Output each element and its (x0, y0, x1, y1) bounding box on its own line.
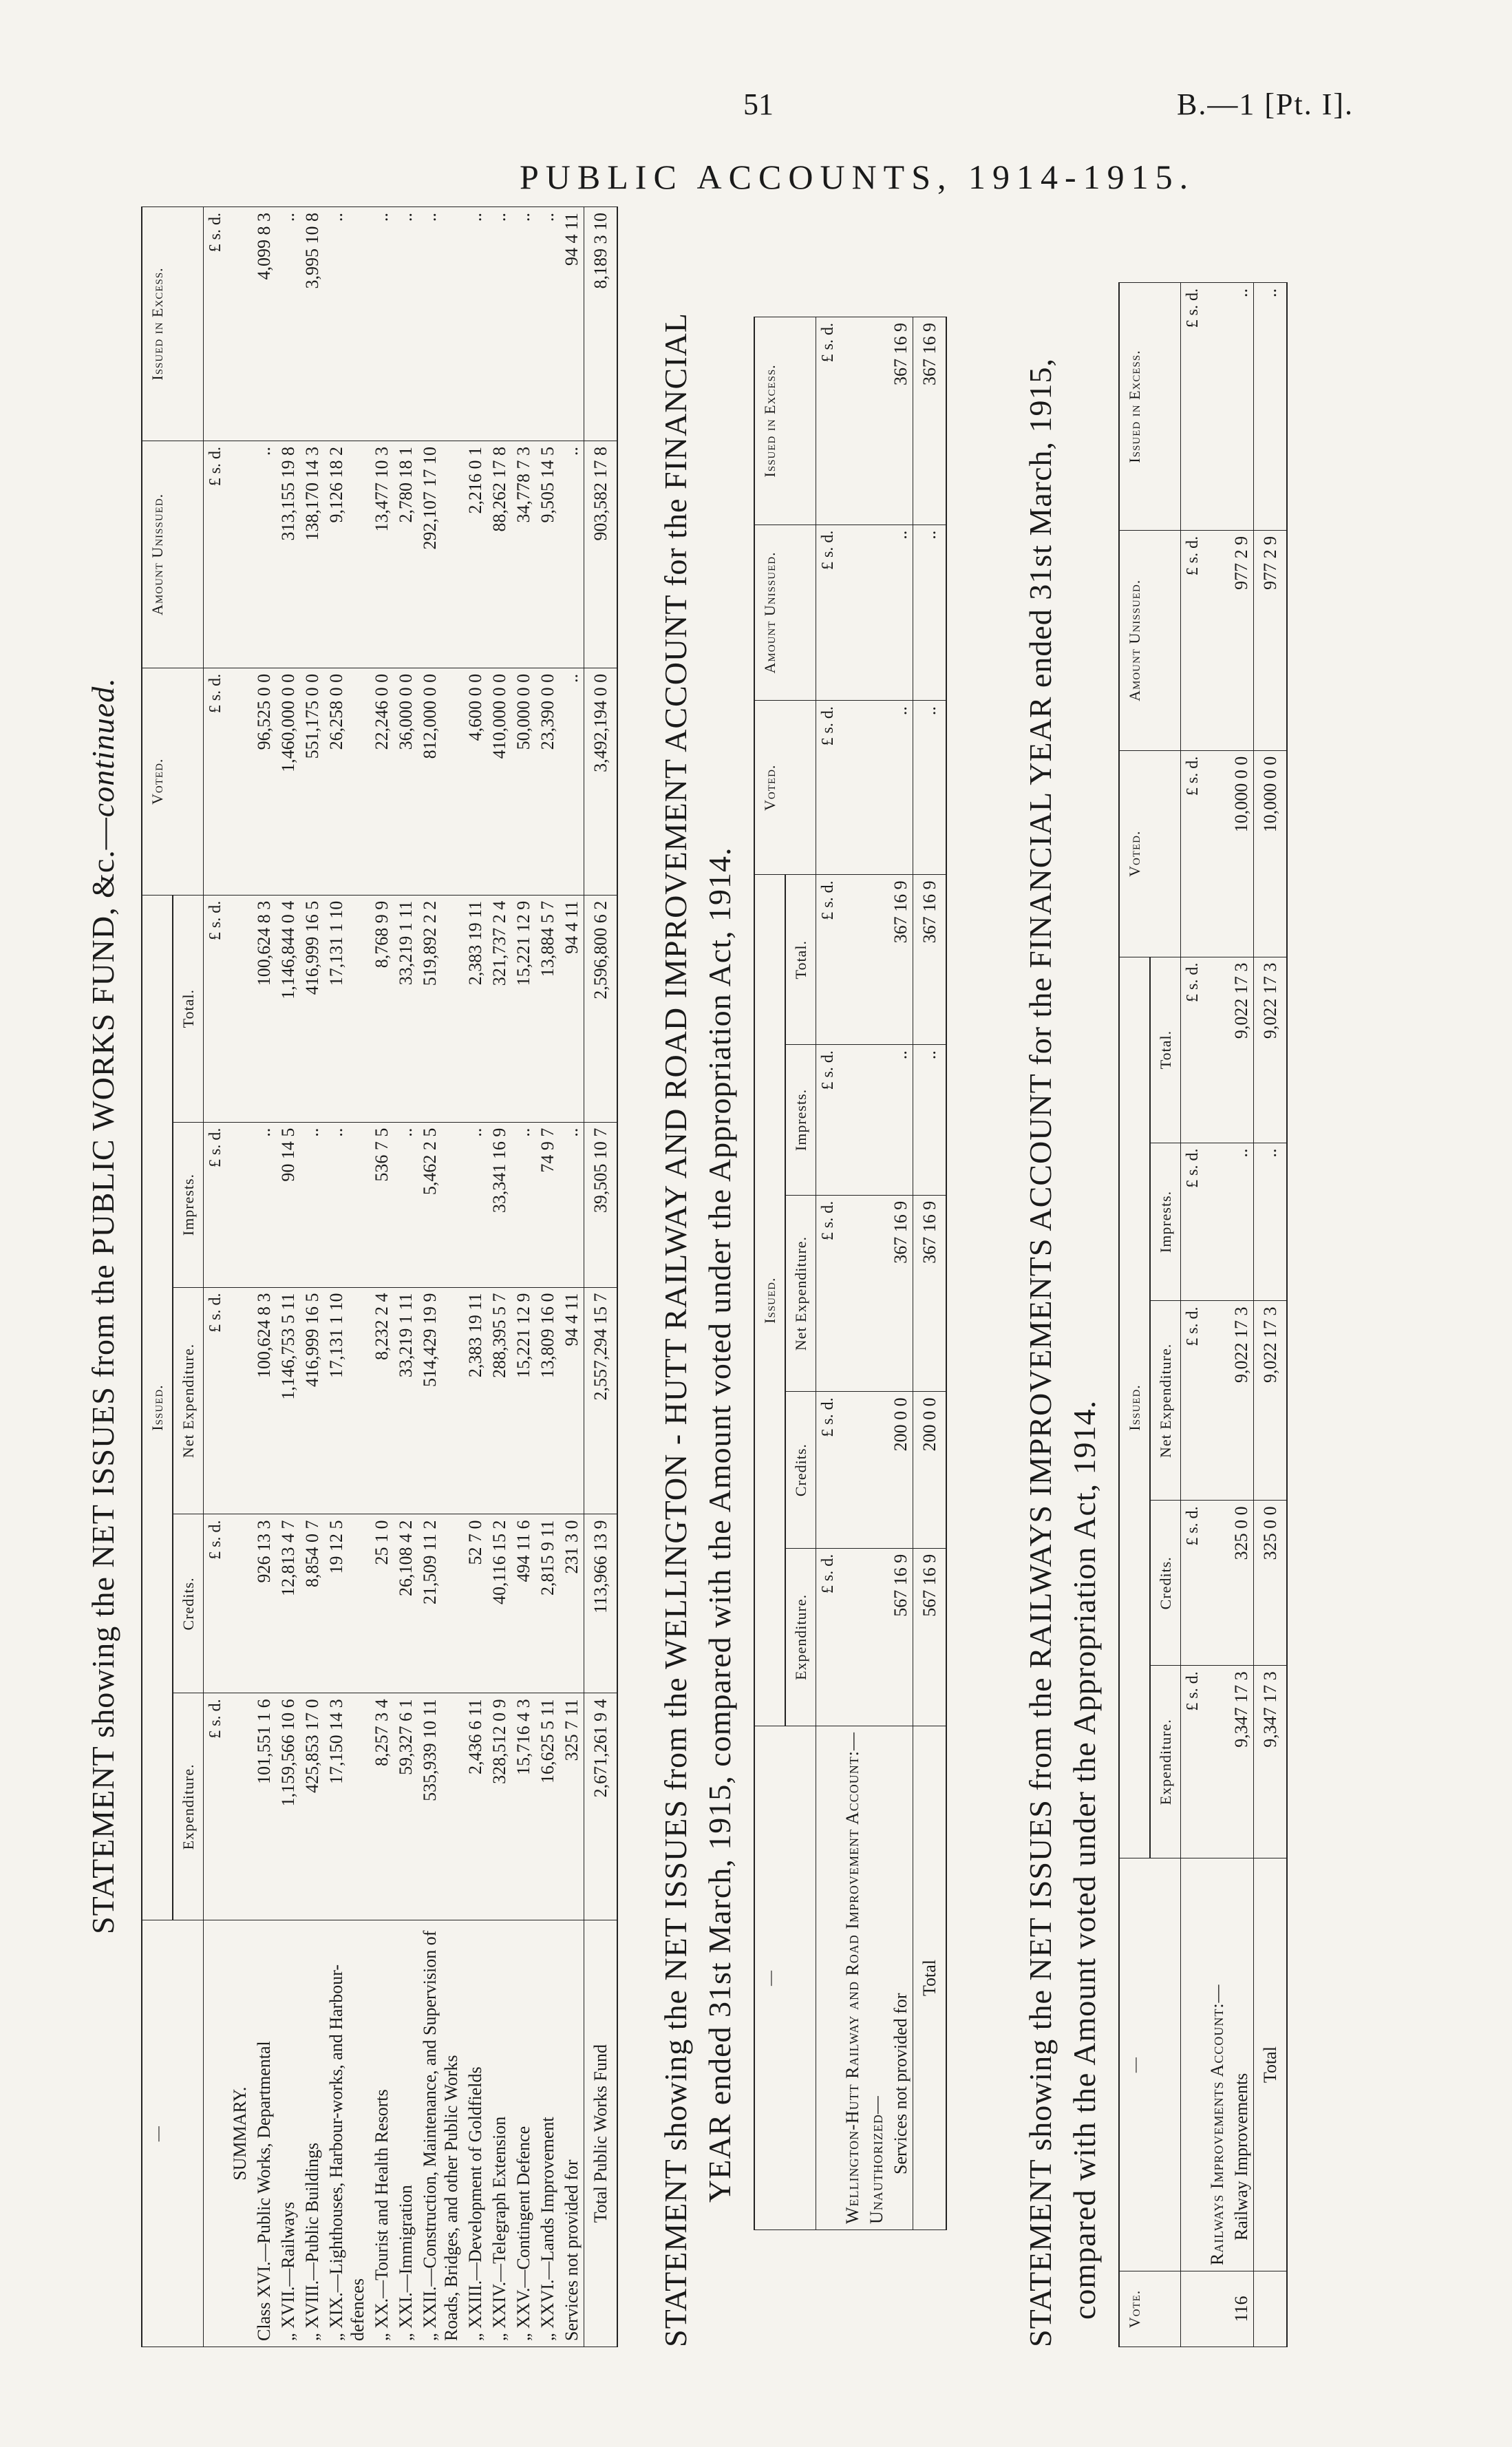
page-title: PUBLIC ACCOUNTS, 1914-1915. (520, 158, 1195, 196)
total-imprests-cell: .. (1254, 1143, 1288, 1301)
unit-cell: £ s. d. (1181, 1301, 1206, 1501)
excess-cell: 94 4 11 (560, 207, 584, 441)
row-label: Services not provided for (560, 1920, 584, 2347)
imprests-cell: .. (324, 1122, 370, 1287)
expenditure-column-header: Expenditure. (785, 1548, 816, 1726)
unit-cell: £ s. d. (1181, 1143, 1206, 1301)
imprests-cell: .. (394, 1122, 418, 1287)
expenditure-column-header: Expenditure. (173, 1693, 204, 1920)
unit-cell: £ s. d. (1181, 283, 1206, 531)
excess-cell: 4,099 8 3 (252, 207, 276, 441)
units-row (816, 317, 841, 2230)
expenditure-cell: 16,625 5 11 (535, 1693, 560, 1920)
table-row (1229, 283, 1254, 2347)
total-column-header: Total. (173, 895, 204, 1122)
net-cell: 100,624 8 3 (252, 1287, 276, 1514)
unit-cell: £ s. d. (1181, 1501, 1206, 1666)
table-row (276, 207, 300, 2347)
total-credits-cell: 113,966 13 9 (584, 1514, 618, 1693)
vote-number (1254, 2271, 1288, 2347)
excess-cell: 367 16 9 (888, 317, 913, 525)
amount-unissued-column-header: Amount Unissued. (754, 525, 816, 700)
voted-cell: 4,600 0 0 (463, 668, 487, 895)
unit-cell: £ s. d. (816, 1045, 841, 1196)
total-cell: 94 4 11 (560, 895, 584, 1122)
net-cell: 416,999 16 5 (300, 1287, 324, 1514)
row-label: „ XXIV.—Telegraph Extension (487, 1920, 511, 2347)
imprests-column-header: Imprests. (173, 1122, 204, 1287)
table-row (324, 207, 370, 2347)
total-unissued-cell: 903,582 17 8 (584, 441, 618, 668)
label-column-header: — (1119, 1858, 1181, 2271)
account-label: Wellington-Hutt Railway and Road Improvement Account:— (840, 1726, 864, 2229)
unit-cell: £ s. d. (1181, 1666, 1206, 1858)
table-row (394, 207, 418, 2347)
total-credits-cell: 200 0 0 (913, 1392, 947, 1548)
issued-in-excess-column-header: Issued in Excess. (142, 207, 204, 441)
total-expenditure-cell: 2,671,261 9 4 (584, 1693, 618, 1920)
imprests-cell: 74 9 7 (535, 1122, 560, 1287)
credits-cell: 26,108 4 2 (394, 1514, 418, 1693)
unit-cell: £ s. d. (1181, 530, 1206, 750)
unit-cell: £ s. d. (204, 668, 228, 895)
total-cell: 367 16 9 (888, 875, 913, 1045)
wellington-hutt-account-table (754, 317, 947, 2230)
unissued-cell: 88,262 17 8 (487, 441, 511, 668)
unit-cell: £ s. d. (204, 1693, 228, 1920)
net-cell: 2,383 19 11 (463, 1287, 487, 1514)
total-unissued-cell: 977 2 9 (1254, 530, 1288, 750)
unit-cell: £ s. d. (1181, 750, 1206, 957)
total-excess-cell: 8,189 3 10 (584, 207, 618, 441)
unit-cell: £ s. d. (204, 207, 228, 441)
unit-cell: £ s. d. (816, 875, 841, 1045)
voted-cell: 96,525 0 0 (252, 668, 276, 895)
credits-cell: 926 13 3 (252, 1514, 276, 1693)
row-label: „ XXII.—Construction, Maintenance, and Supervision of Roads, Bridges, and other Public Works (418, 1920, 463, 2347)
total-credits-cell: 325 0 0 (1254, 1501, 1288, 1666)
total-net-cell: 9,022 17 3 (1254, 1301, 1288, 1501)
voted-column-header: Voted. (754, 701, 816, 875)
unit-cell: £ s. d. (816, 1392, 841, 1548)
credits-cell: 40,116 15 2 (487, 1514, 511, 1693)
total-excess-cell: .. (1254, 283, 1288, 531)
total-expenditure-cell: 567 16 9 (913, 1548, 947, 1726)
unissued-cell: 977 2 9 (1229, 530, 1254, 750)
total-cell: 15,221 12 9 (511, 895, 535, 1122)
table-row (888, 317, 913, 2230)
total-cell: 100,624 8 3 (252, 895, 276, 1122)
public-works-fund-table (141, 206, 618, 2347)
unissued-cell: 2,780 18 1 (394, 441, 418, 668)
row-label: Class XVI.—Public Works, Departmental (252, 1920, 276, 2347)
vote-number: 116 (1229, 2271, 1254, 2347)
total-voted-cell: 10,000 0 0 (1254, 750, 1288, 957)
row-label: „ XXIII.—Development of Goldfields (463, 1920, 487, 2347)
issued-group-header: Issued. (754, 875, 785, 1726)
total-unissued-cell: .. (913, 525, 947, 700)
row-label: „ XXVI.—Lands Improvement (535, 1920, 560, 2347)
amount-unissued-column-header: Amount Unissued. (1119, 530, 1181, 750)
statement2-heading: STATEMENT showing the NET ISSUES from the WELLINGTON - HUTT RAILWAY AND ROAD IMPROVEMENT ACCOUNT for the FINANCIAL YEAR ended 31st March, 1915, compared with the Amount voted under the Appropriation Act, 1914. (658, 313, 737, 2347)
unit-cell: £ s. d. (204, 1122, 228, 1287)
credits-column-header: Credits. (1150, 1501, 1181, 1666)
credits-cell: 52 7 0 (463, 1514, 487, 1693)
expenditure-cell: 1,159,566 10 6 (276, 1693, 300, 1920)
credits-cell: 200 0 0 (888, 1392, 913, 1548)
voted-column-header: Voted. (142, 668, 204, 895)
net-cell: 1,146,753 5 11 (276, 1287, 300, 1514)
expenditure-cell: 425,853 17 0 (300, 1693, 324, 1920)
total-voted-cell: .. (913, 701, 947, 875)
row-label: „ XVIII.—Public Buildings (300, 1920, 324, 2347)
unissued-cell: 9,126 18 2 (324, 441, 370, 668)
voted-cell: 1,460,000 0 0 (276, 668, 300, 895)
units-row (204, 207, 228, 2347)
total-cell: 321,737 2 4 (487, 895, 511, 1122)
unissued-cell: 13,477 10 3 (370, 441, 394, 668)
credits-column-header: Credits. (785, 1392, 816, 1548)
row-label: „ XXV.—Contingent Defence (511, 1920, 535, 2347)
excess-cell: .. (511, 207, 535, 441)
excess-cell: .. (487, 207, 511, 441)
expenditure-cell: 2,436 6 11 (463, 1693, 487, 1920)
imprests-column-header: Imprests. (785, 1045, 816, 1196)
expenditure-cell: 567 16 9 (888, 1548, 913, 1726)
total-total-cell: 367 16 9 (913, 875, 947, 1045)
total-cell: 416,999 16 5 (300, 895, 324, 1122)
imprests-cell: .. (560, 1122, 584, 1287)
total-expenditure-cell: 9,347 17 3 (1254, 1666, 1288, 1858)
unit-cell: £ s. d. (816, 1548, 841, 1726)
total-column-header: Total. (1150, 957, 1181, 1143)
expenditure-cell: 17,150 14 3 (324, 1693, 370, 1920)
unit-cell: £ s. d. (816, 525, 841, 700)
net-cell: 9,022 17 3 (1229, 1301, 1254, 1501)
total-voted-cell: 3,492,194 0 0 (584, 668, 618, 895)
unauthorized-heading-row (864, 317, 888, 2230)
total-total-cell: 9,022 17 3 (1254, 957, 1288, 1143)
table-row (300, 207, 324, 2347)
unissued-cell: .. (252, 441, 276, 668)
excess-cell: .. (535, 207, 560, 441)
table-row (535, 207, 560, 2347)
total-row (584, 207, 618, 2347)
voted-cell: 551,175 0 0 (300, 668, 324, 895)
unit-cell: £ s. d. (1181, 957, 1206, 1143)
net-cell: 8,232 2 4 (370, 1287, 394, 1514)
label-column-header: — (754, 1726, 816, 2229)
table-row (370, 207, 394, 2347)
net-cell: 15,221 12 9 (511, 1287, 535, 1514)
net-expenditure-column-header: Net Expenditure. (785, 1195, 816, 1392)
summary-heading-row (228, 207, 252, 2347)
unissued-cell: .. (888, 525, 913, 700)
credits-cell: 231 3 0 (560, 1514, 584, 1693)
imprests-cell: .. (463, 1122, 487, 1287)
unissued-cell: 34,778 7 3 (511, 441, 535, 668)
imprests-cell: .. (1229, 1143, 1254, 1301)
credits-cell: 12,813 4 7 (276, 1514, 300, 1693)
table-row (463, 207, 487, 2347)
unissued-cell: .. (560, 441, 584, 668)
railways-improvements-table (1118, 282, 1288, 2347)
total-imprests-cell: .. (913, 1045, 947, 1196)
summary-label: SUMMARY. (228, 1920, 252, 2347)
total-row (913, 317, 947, 2230)
account-heading-row (1205, 283, 1229, 2347)
page-reference: B.—1 [Pt. I]. (1177, 87, 1354, 121)
unit-cell: £ s. d. (204, 441, 228, 668)
net-cell: 288,395 5 7 (487, 1287, 511, 1514)
unissued-cell: 9,505 14 5 (535, 441, 560, 668)
page-number: 51 (743, 87, 774, 121)
net-expenditure-column-header: Net Expenditure. (1150, 1301, 1181, 1501)
net-expenditure-column-header: Net Expenditure. (173, 1287, 204, 1514)
total-cell: 519,892 2 2 (418, 895, 463, 1122)
total-cell: 9,022 17 3 (1229, 957, 1254, 1143)
unissued-cell: 138,170 14 3 (300, 441, 324, 668)
issued-group-header: Issued. (142, 895, 173, 1920)
unit-cell: £ s. d. (204, 1514, 228, 1693)
imprests-cell: .. (300, 1122, 324, 1287)
table-row (418, 207, 463, 2347)
net-cell: 514,429 19 9 (418, 1287, 463, 1514)
issued-group-header: Issued. (1119, 957, 1150, 1858)
rotated-content (76, 158, 1438, 2375)
total-net-cell: 367 16 9 (913, 1195, 947, 1392)
net-cell: 13,809 16 0 (535, 1287, 560, 1514)
account-label: Railways Improvements Account:— (1205, 1858, 1229, 2271)
total-row (1254, 283, 1288, 2347)
expenditure-cell: 15,716 4 3 (511, 1693, 535, 1920)
imprests-cell: 5,462 2 5 (418, 1122, 463, 1287)
row-label: „ XX.—Tourist and Health Resorts (370, 1920, 394, 2347)
continued-label: continued. (85, 677, 120, 818)
credits-cell: 19 12 5 (324, 1514, 370, 1693)
unit-cell: £ s. d. (816, 317, 841, 525)
total-cell: 33,219 1 11 (394, 895, 418, 1122)
voted-cell: 10,000 0 0 (1229, 750, 1254, 957)
expenditure-cell: 325 7 11 (560, 1693, 584, 1920)
table-row (560, 207, 584, 2347)
label-column-header: — (142, 1920, 204, 2347)
credits-cell: 494 11 6 (511, 1514, 535, 1693)
excess-cell: .. (463, 207, 487, 441)
row-label: „ XIX.—Lighthouses, Harbour-works, and Harbour-defences (324, 1920, 370, 2347)
net-cell: 33,219 1 11 (394, 1287, 418, 1514)
credits-cell: 2,815 9 11 (535, 1514, 560, 1693)
credits-cell: 8,854 0 7 (300, 1514, 324, 1693)
total-label: Total (1254, 1858, 1288, 2271)
total-excess-cell: 367 16 9 (913, 317, 947, 525)
expenditure-cell: 9,347 17 3 (1229, 1666, 1254, 1858)
imprests-cell: .. (888, 1045, 913, 1196)
total-label: Total Public Works Fund (584, 1920, 618, 2347)
excess-cell: .. (418, 207, 463, 441)
total-cell: 8,768 9 9 (370, 895, 394, 1122)
total-cell: 17,131 1 10 (324, 895, 370, 1122)
net-cell: 367 16 9 (888, 1195, 913, 1392)
expenditure-cell: 59,327 6 1 (394, 1693, 418, 1920)
unissued-cell: 2,216 0 1 (463, 441, 487, 668)
unit-cell: £ s. d. (816, 701, 841, 875)
voted-cell: 22,246 0 0 (370, 668, 394, 895)
unit-cell: £ s. d. (204, 895, 228, 1122)
row-label: „ XVII.—Railways (276, 1920, 300, 2347)
total-net-cell: 2,557,294 15 7 (584, 1287, 618, 1514)
expenditure-cell: 535,939 10 11 (418, 1693, 463, 1920)
table-row (511, 207, 535, 2347)
voted-cell: 26,258 0 0 (324, 668, 370, 895)
statement3-heading: STATEMENT showing the NET ISSUES from the RAILWAYS IMPROVEMENTS ACCOUNT for the FINANCIAL YEAR ended 31st March, 1915, compared with the Amount voted under the Appropriation Act, 1914. (1023, 358, 1102, 2347)
table-row (487, 207, 511, 2347)
expenditure-cell: 101,551 1 6 (252, 1693, 276, 1920)
excess-cell: 3,995 10 8 (300, 207, 324, 441)
imprests-cell: .. (252, 1122, 276, 1287)
unauthorized-label: Unauthorized— (864, 1726, 888, 2229)
expenditure-column-header: Expenditure. (1150, 1666, 1181, 1858)
credits-cell: 325 0 0 (1229, 1501, 1254, 1666)
voted-cell: 36,000 0 0 (394, 668, 418, 895)
unit-cell: £ s. d. (204, 1287, 228, 1514)
total-cell: 2,383 19 11 (463, 895, 487, 1122)
units-row (1181, 283, 1206, 2347)
excess-cell: .. (324, 207, 370, 441)
expenditure-cell: 8,257 3 4 (370, 1693, 394, 1920)
voted-cell: .. (560, 668, 584, 895)
imprests-column-header: Imprests. (1150, 1143, 1181, 1301)
net-cell: 94 4 11 (560, 1287, 584, 1514)
issued-in-excess-column-header: Issued in Excess. (754, 317, 816, 525)
imprests-cell: 33,341 16 9 (487, 1122, 511, 1287)
issued-in-excess-column-header: Issued in Excess. (1119, 283, 1181, 531)
voted-cell: 23,390 0 0 (535, 668, 560, 895)
total-column-header: Total. (785, 875, 816, 1045)
total-label: Total (913, 1726, 947, 2229)
voted-cell: .. (888, 701, 913, 875)
unissued-cell: 313,155 19 8 (276, 441, 300, 668)
credits-cell: 25 1 0 (370, 1514, 394, 1693)
voted-column-header: Voted. (1119, 750, 1181, 957)
row-label: „ XXI.—Immigration (394, 1920, 418, 2347)
vote-column-header: Vote. (1119, 2271, 1181, 2347)
total-cell: 1,146,844 0 4 (276, 895, 300, 1122)
net-cell: 17,131 1 10 (324, 1287, 370, 1514)
imprests-cell: 536 7 5 (370, 1122, 394, 1287)
voted-cell: 410,000 0 0 (487, 668, 511, 895)
excess-cell: .. (1229, 283, 1254, 531)
account-heading-row (840, 317, 864, 2230)
voted-cell: 812,000 0 0 (418, 668, 463, 895)
excess-cell: .. (276, 207, 300, 441)
total-total-cell: 2,596,800 6 2 (584, 895, 618, 1122)
imprests-cell: .. (511, 1122, 535, 1287)
expenditure-cell: 328,512 0 9 (487, 1693, 511, 1920)
table-row (252, 207, 276, 2347)
unit-cell: £ s. d. (816, 1195, 841, 1392)
imprests-cell: 90 14 5 (276, 1122, 300, 1287)
total-imprests-cell: 39,505 10 7 (584, 1122, 618, 1287)
amount-unissued-column-header: Amount Unissued. (142, 441, 204, 668)
credits-column-header: Credits. (173, 1514, 204, 1693)
voted-cell: 50,000 0 0 (511, 668, 535, 895)
row-label: Railway Improvements (1229, 1858, 1254, 2271)
excess-cell: .. (370, 207, 394, 441)
statement1-heading: STATEMENT showing the NET ISSUES from the PUBLIC WORKS FUND, &c.—continued. (85, 677, 120, 1934)
credits-cell: 21,509 11 2 (418, 1514, 463, 1693)
excess-cell: .. (394, 207, 418, 441)
total-cell: 13,884 5 7 (535, 895, 560, 1122)
row-label: Services not provided for (888, 1726, 913, 2229)
unissued-cell: 292,107 17 10 (418, 441, 463, 668)
